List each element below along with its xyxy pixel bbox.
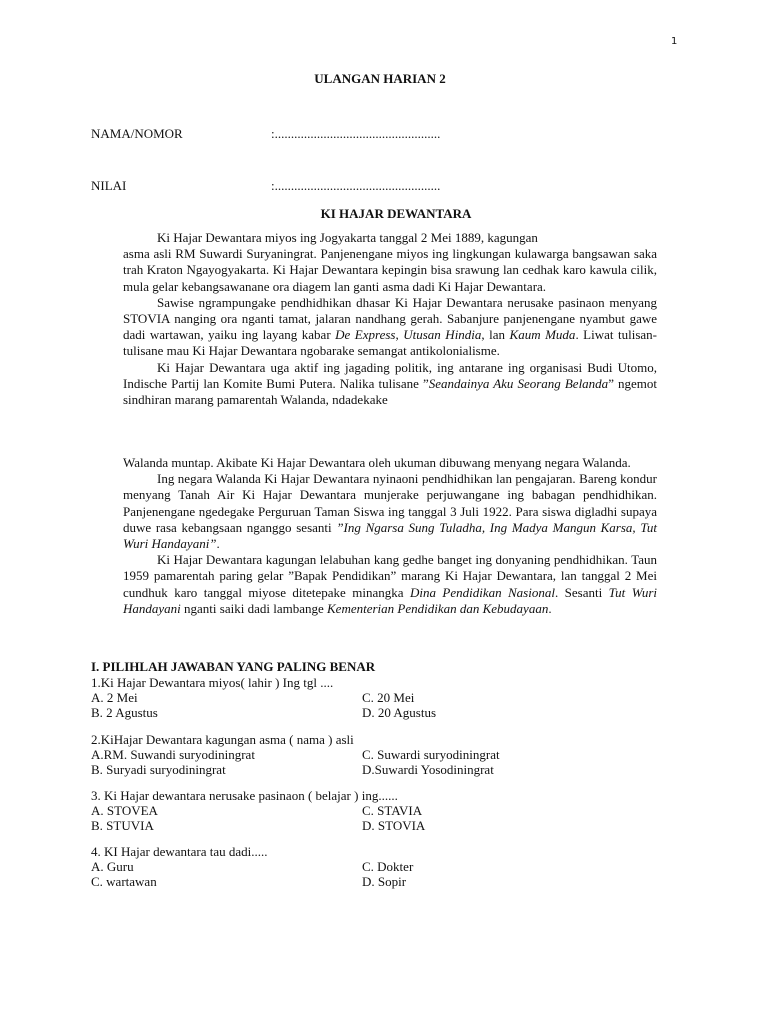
q2-option-a[interactable]: A.RM. Suwandi suryodiningrat bbox=[91, 747, 255, 762]
paragraph-4 bbox=[123, 471, 657, 552]
paragraph-3-continued: Walanda muntap. Akibate Ki Hajar Dewantara oleh ukuman dibuwang menyang negara Walanda. bbox=[123, 455, 631, 470]
question-2: 2.KiHajar Dewantara kagungan asma ( nama ) asli bbox=[91, 732, 354, 747]
name-label: NAMA/NOMOR bbox=[91, 126, 183, 141]
p2-b: , bbox=[395, 327, 404, 343]
p5-ministry: Kementerian Pendidikan dan Kebudayaan bbox=[327, 600, 549, 616]
name-field[interactable]: :................................................... bbox=[271, 126, 441, 141]
p3-a: Ki Hajar Dewantara uga aktif ing jagading politik, ing antarane ing organisasi Budi Utomo, Indische Partij lan Komite Bumi Putera. Nalika tulisane ” bbox=[123, 359, 657, 391]
p4-a: Ing negara Walanda Ki Hajar Dewantara nyinaoni pendhidhikan lan pengajaran. Bareng kondur menyang Tanah Air Ki Hajar Dewantara munjerake perjuwangane ing babagan pendhidhikan. Panjenengane ngedegake Perguruan Taman Siswa ing tanggal 3 Juli 1922. Para siswa digladhi supaya duwe rasa kebangsaan nganggo sesanti bbox=[123, 471, 657, 535]
q1-option-b[interactable]: B. 2 Agustus bbox=[91, 705, 158, 720]
p5-b: . Sesanti bbox=[554, 584, 609, 600]
q2-option-d[interactable]: D.Suwardi Yosodiningrat bbox=[362, 762, 494, 777]
question-4: 4. KI Hajar dewantara tau dadi..... bbox=[91, 844, 268, 859]
paragraph-1-line1 bbox=[123, 230, 657, 246]
p5-motto: Tut Wuri Handayani bbox=[123, 584, 657, 616]
grade-label: NILAI bbox=[91, 178, 127, 193]
p5-a: Ki Hajar Dewantara kagungan lelabuhan kang gedhe banget ing donyaning pendhidhikan. Taun 1959 pamarentah paring gelar ”Bapak Pendidikan” marang Ki Hajar Dewantara, lan tanggal 2 Mei cundhuk karo tanggal miyose ditetepake minangka bbox=[123, 552, 657, 600]
p2-a: Sawise ngrampungake pendhidhikan dhasar Ki Hajar Dewantara nerusake pasinaon menyang STOVIA nanging ora nganti tamat, jalaran nandhang gerah. Sabanjure panjenengane nyambut gawe dadi wartawan, yaiku ing layang kabar bbox=[123, 294, 657, 343]
q4-option-b[interactable]: C. wartawan bbox=[91, 874, 157, 889]
quiz-heading: I. PILIHLAH JAWABAN YANG PALING BENAR bbox=[91, 659, 376, 674]
page-number: 1 bbox=[671, 36, 678, 47]
exam-title: ULANGAN HARIAN 2 bbox=[314, 71, 446, 86]
p2-newspaper-1: De Express bbox=[335, 327, 396, 343]
q3-option-d[interactable]: D. STOVIA bbox=[362, 818, 426, 833]
paragraph-3 bbox=[123, 360, 657, 409]
q3-option-a[interactable]: A. STOVEA bbox=[91, 803, 158, 818]
p4-motto: ”Ing Ngarsa Sung Tuladha, Ing Madya Mangun Karsa, Tut Wuri Handayani” bbox=[123, 519, 657, 552]
q3-option-c[interactable]: C. STAVIA bbox=[362, 803, 423, 818]
p2-d: . Liwat tulisan-tulisane mau Ki Hajar Dewantara ngobarake semangat antikolonialisme. bbox=[123, 327, 657, 359]
p5-d: . bbox=[548, 600, 552, 616]
p5-national-day: Dina Pendidikan Nasional bbox=[409, 584, 555, 600]
article-body-part1 bbox=[123, 230, 657, 408]
question-3: 3. Ki Hajar dewantara nerusake pasinaon ( belajar ) ing...... bbox=[91, 788, 398, 803]
paragraph-5 bbox=[123, 552, 657, 617]
q3-option-b[interactable]: B. STUVIA bbox=[91, 818, 154, 833]
q4-option-d[interactable]: D. Sopir bbox=[362, 874, 407, 889]
p4-b: . bbox=[216, 536, 220, 552]
p2-newspaper-2: Utusan Hindia bbox=[403, 327, 482, 343]
p2-newspaper-3: Kaum Muda bbox=[509, 327, 576, 343]
q1-option-c[interactable]: C. 20 Mei bbox=[362, 690, 415, 705]
paragraph-1-start: Ki Hajar Dewantara miyos ing Jogyakarta tanggal 2 Mei 1889, kagungan bbox=[157, 230, 538, 245]
p2-c: , lan bbox=[481, 327, 510, 343]
q4-option-c[interactable]: C. Dokter bbox=[362, 859, 414, 874]
p3-article-title: Seandainya Aku Seorang Belanda bbox=[428, 375, 609, 391]
q1-option-d[interactable]: D. 20 Agustus bbox=[362, 705, 437, 720]
p3-b: ” ngemot sindhiran marang pamarentah Walanda, ndadekake bbox=[123, 375, 658, 408]
article-body-part2 bbox=[123, 455, 657, 617]
article-title: KI HAJAR DEWANTARA bbox=[320, 206, 472, 221]
grade-field[interactable]: :................................................... bbox=[271, 178, 441, 193]
q1-option-a[interactable]: A. 2 Mei bbox=[91, 690, 138, 705]
p5-c: nganti saiki dadi lambange bbox=[180, 600, 327, 616]
paragraph-2 bbox=[123, 295, 657, 360]
q2-option-c[interactable]: C. Suwardi suryodiningrat bbox=[362, 747, 500, 762]
q2-option-b[interactable]: B. Suryadi suryodiningrat bbox=[91, 762, 226, 777]
paragraph-1-rest: asma asli RM Suwardi Suryaningrat. Panjenengane miyos ing lingkungan kulawarga bangsawan saka trah Kraton Ngayogyakarta. Ki Hajar Dewantara kepingin bisa srawung lan cedhak karo kawula cilik, mula gelar kebangsawanane ora diagem lan ganti asma dadi Ki Hajar Dewantara. bbox=[123, 246, 657, 294]
question-1: 1.Ki Hajar Dewantara miyos( lahir ) Ing tgl .... bbox=[91, 675, 334, 690]
q4-option-a[interactable]: A. Guru bbox=[91, 859, 134, 874]
